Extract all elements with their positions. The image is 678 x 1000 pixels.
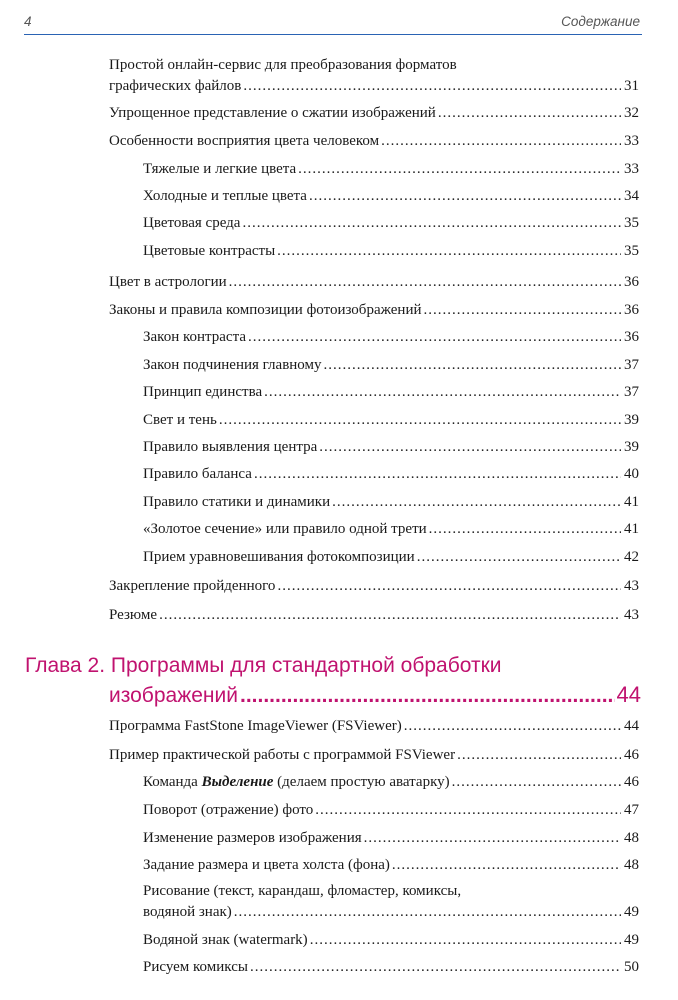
toc-subentry[interactable] xyxy=(143,464,639,485)
toc-entry-title: Свет и тень xyxy=(143,412,217,428)
toc-entry-page: 41 xyxy=(624,494,639,510)
toc-entry-page: 48 xyxy=(624,830,639,846)
dot-leader xyxy=(309,186,621,207)
toc-subentry[interactable] xyxy=(143,930,639,951)
toc-entry-title: Прием уравновешивания фотокомпозиции xyxy=(143,549,415,565)
toc-subentry[interactable] xyxy=(143,547,639,568)
toc-entry-page: 36 xyxy=(624,274,639,290)
dot-leader xyxy=(315,800,621,821)
dot-leader xyxy=(159,605,621,626)
dot-leader xyxy=(250,957,621,978)
header-page-number: 4 xyxy=(24,14,32,29)
toc-entry-title: Цветовые контрасты xyxy=(143,243,276,259)
toc-entry-title: Пример практической работы с программой FSViewer xyxy=(109,747,456,763)
dot-leader xyxy=(332,492,621,513)
toc-subentry[interactable] xyxy=(143,437,639,458)
toc-entry-title: Упрощенное представление о сжатии изображений xyxy=(109,105,436,121)
toc-entry-title: Цветовая среда xyxy=(143,215,241,231)
toc-entry[interactable] xyxy=(109,576,639,597)
dot-leader xyxy=(277,241,621,262)
toc-subentry[interactable] xyxy=(143,327,639,348)
dot-leader xyxy=(438,103,621,124)
dot-leader xyxy=(310,930,621,951)
chapter-title: изображений xyxy=(109,684,238,707)
dot-leader xyxy=(264,382,621,403)
dot-leader xyxy=(254,464,621,485)
dot-leader xyxy=(242,213,621,234)
toc-entry-page: 50 xyxy=(624,959,639,975)
dot-leader xyxy=(392,855,621,876)
dot-leader xyxy=(424,300,621,321)
header-section-title: Содержание xyxy=(561,14,640,29)
dot-leader xyxy=(364,828,621,849)
toc-entry-title: Резюме xyxy=(109,607,158,623)
toc-entry-page: 36 xyxy=(624,329,639,345)
toc-entry-page: 31 xyxy=(624,78,639,94)
toc-entry-page: 46 xyxy=(624,774,639,790)
toc-subentry[interactable] xyxy=(143,772,639,793)
toc-entry-title: графических файлов xyxy=(109,78,242,94)
dot-leader xyxy=(298,159,621,180)
toc-entry-title: водяной знак) xyxy=(143,904,232,920)
dot-leader xyxy=(417,547,621,568)
toc-entry[interactable] xyxy=(109,55,639,97)
toc-entry-page: 37 xyxy=(624,384,639,400)
dot-leader xyxy=(277,576,621,597)
toc-entry[interactable] xyxy=(109,605,639,626)
toc-entry-page: 34 xyxy=(624,188,639,204)
toc-entry[interactable] xyxy=(109,103,639,124)
toc-entry-title: Закрепление пройденного xyxy=(109,578,276,594)
toc-entry-title: Задание размера и цвета холста (фона) xyxy=(143,857,390,873)
chapter-page: 44 xyxy=(616,682,641,707)
toc-entry[interactable] xyxy=(109,716,639,737)
toc-entry-page: 35 xyxy=(624,215,639,231)
dot-leader xyxy=(219,410,621,431)
toc-entry-title: Цвет в астрологии xyxy=(109,274,227,290)
toc-entry[interactable] xyxy=(109,300,639,321)
dot-leader xyxy=(243,76,621,97)
dot-leader xyxy=(229,272,621,293)
dot-leader xyxy=(381,131,621,152)
toc-entry[interactable] xyxy=(109,272,639,293)
toc-subentry[interactable] xyxy=(143,410,639,431)
toc-entry-page: 47 xyxy=(624,802,639,818)
toc-entry-title: Закон подчинения главному xyxy=(143,357,322,373)
toc-subentry[interactable] xyxy=(143,519,639,540)
toc-entry-title: Поворот (отражение) фото xyxy=(143,802,314,818)
toc-entry-page: 39 xyxy=(624,412,639,428)
toc-subentry[interactable] xyxy=(143,828,639,849)
dot-leader xyxy=(248,327,621,348)
toc-entry-title: Правило баланса xyxy=(143,466,252,482)
dot-leader xyxy=(240,681,615,710)
dot-leader xyxy=(234,902,621,923)
toc-subentry[interactable] xyxy=(143,881,639,923)
toc-subentry[interactable] xyxy=(143,213,639,234)
chapter-heading[interactable] xyxy=(25,651,641,710)
dot-leader xyxy=(404,716,621,737)
running-header xyxy=(24,12,642,35)
chapter-title-line: Глава 2. Программы для стандартной обработки xyxy=(25,654,502,677)
toc-entry-title: Правило выявления центра xyxy=(143,439,318,455)
toc-entry-page: 35 xyxy=(624,243,639,259)
toc-subentry[interactable] xyxy=(143,241,639,262)
toc-subentry[interactable] xyxy=(143,800,639,821)
toc-entry-title-line: Простой онлайн-сервис для преобразования форматов xyxy=(109,57,457,73)
toc-entry-page: 43 xyxy=(624,607,639,623)
toc-subentry[interactable] xyxy=(143,159,639,180)
toc-entry-page: 40 xyxy=(624,466,639,482)
toc-entry-title: Программа FastStone ImageViewer (FSViewer) xyxy=(109,718,402,734)
toc-entry-page: 32 xyxy=(624,105,639,121)
toc-entry-title: Особенности восприятия цвета человеком xyxy=(109,133,380,149)
toc-subentry[interactable] xyxy=(143,355,639,376)
toc-entry-keyword: Выделение xyxy=(201,774,274,790)
toc-subentry[interactable] xyxy=(143,382,639,403)
toc-entry-title-line: Рисование (текст, карандаш, фломастер, комиксы, xyxy=(143,883,462,899)
toc-entry-page: 41 xyxy=(624,521,639,537)
toc-entry-page: 37 xyxy=(624,357,639,373)
toc-entry-page: 33 xyxy=(624,161,639,177)
toc-entry-title: Принцип единства xyxy=(143,384,263,400)
toc-entry-title: Команда Выделение (делаем простую аватарку) xyxy=(143,774,450,790)
dot-leader xyxy=(452,772,621,793)
toc-entry-title: Водяной знак (watermark) xyxy=(143,932,308,948)
toc-entry-title: Законы и правила композиции фотоизображений xyxy=(109,302,422,318)
toc-entry-page: 43 xyxy=(624,578,639,594)
toc-entry-title: Изменение размеров изображения xyxy=(143,830,362,846)
toc-entry-page: 48 xyxy=(624,857,639,873)
toc-entry-page: 33 xyxy=(624,133,639,149)
toc-entry-page: 49 xyxy=(624,904,639,920)
toc-entry-page: 36 xyxy=(624,302,639,318)
dot-leader xyxy=(457,745,621,766)
toc-subentry[interactable] xyxy=(143,855,639,876)
toc-entry-title: Закон контраста xyxy=(143,329,246,345)
toc-entry-page: 44 xyxy=(624,718,639,734)
toc-entry-page: 46 xyxy=(624,747,639,763)
toc-entry[interactable] xyxy=(109,131,639,152)
toc-subentry[interactable] xyxy=(143,186,639,207)
toc-entry[interactable] xyxy=(109,745,639,766)
toc-subentry[interactable] xyxy=(143,492,639,513)
toc-subentry[interactable] xyxy=(143,957,639,978)
dot-leader xyxy=(324,355,621,376)
toc-entry-title: Тяжелые и легкие цвета xyxy=(143,161,297,177)
dot-leader xyxy=(429,519,621,540)
toc-entry-title: «Золотое сечение» или правило одной трети xyxy=(143,521,427,537)
dot-leader xyxy=(319,437,621,458)
toc-entry-title: Правило статики и динамики xyxy=(143,494,331,510)
toc-entry-page: 42 xyxy=(624,549,639,565)
toc-entry-title: Холодные и теплые цвета xyxy=(143,188,307,204)
toc-entry-title: Рисуем комиксы xyxy=(143,959,248,975)
toc-entry-page: 49 xyxy=(624,932,639,948)
toc-entry-page: 39 xyxy=(624,439,639,455)
